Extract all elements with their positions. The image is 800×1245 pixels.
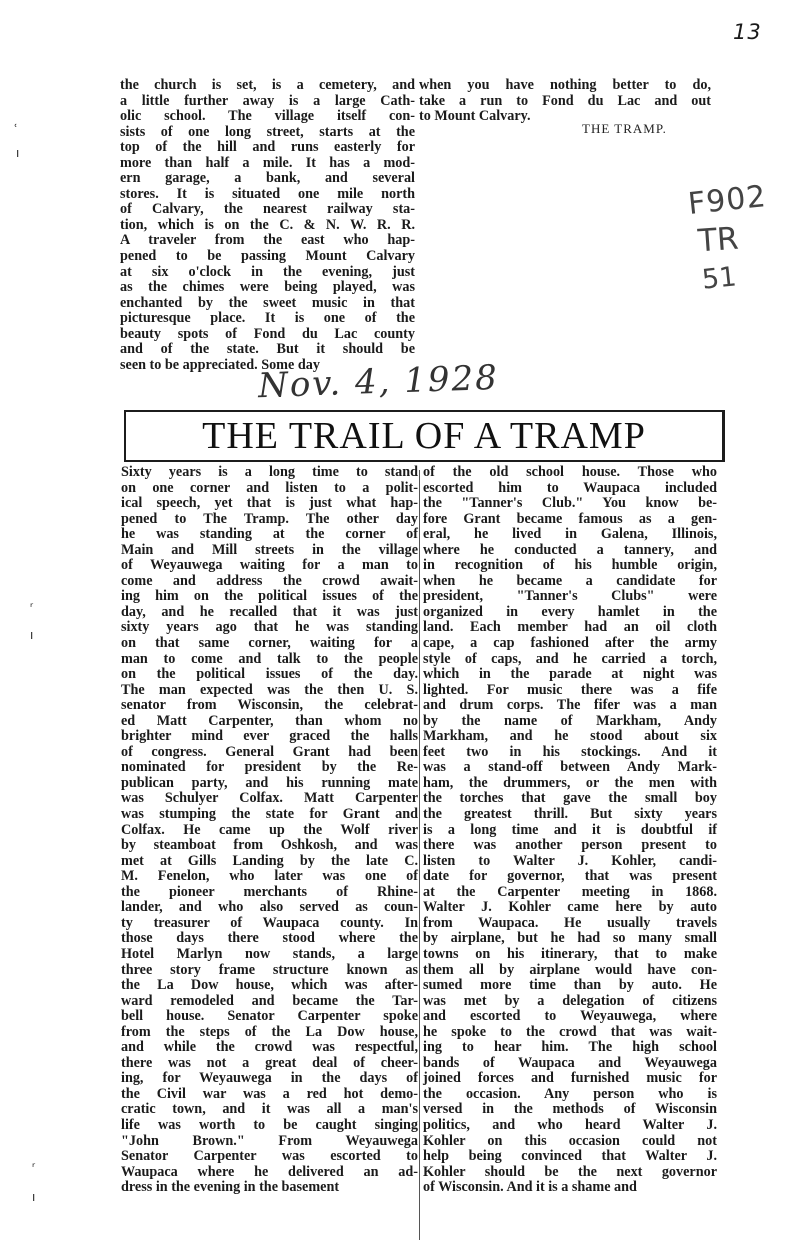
text-line: nominated for president by the Re- (121, 759, 418, 776)
text-line: and escorted to Weyauwega, where (423, 1008, 717, 1025)
text-line: M. Fenelon, who later was one of (121, 868, 418, 885)
text-line: there was another person present to (423, 837, 717, 854)
text-line: ing, for Weyauwega in the days of (121, 1070, 418, 1087)
text-line: in recognition of his humble origin, (423, 557, 717, 574)
text-line: the torches that gave the small boy (423, 790, 717, 807)
binding-mark: ı (32, 1190, 36, 1204)
article-headline: THE TRAIL OF A TRAMP (202, 415, 646, 457)
text-line: tion, which is on the C. & N. W. R. R. (120, 216, 415, 233)
text-line: on that same corner, waiting for a (121, 635, 418, 652)
text-line: on one corner and listen to a polit- (121, 479, 418, 496)
text-line: the La Dow house, which was after- (121, 977, 418, 994)
text-line: of the old school house. Those who (423, 464, 717, 480)
text-line: from the steps of the La Dow house, (121, 1023, 418, 1040)
text-line: three story frame structure known as (121, 961, 418, 978)
text-line: of Calvary, the nearest railway sta- (120, 201, 415, 218)
text-line: senator from Wisconsin, the celebrat- (121, 697, 418, 714)
column-divider (419, 470, 420, 1240)
text-line: was stumping the state for Grant and (121, 806, 418, 823)
text-line: ward remodeled and became the Tar- (121, 992, 418, 1009)
text-line: as the chimes were being played, was (120, 279, 415, 296)
text-line: Waupaca where he delivered an ad- (121, 1163, 418, 1180)
text-line: he was standing at the corner of (121, 526, 418, 543)
text-line: organized in every hamlet in the (423, 603, 717, 620)
text-line: style of caps, and he carried a torch, (423, 650, 717, 667)
text-line: seen to be appreciated. Some day (120, 356, 320, 373)
text-line: where he conducted a tannery, and (423, 541, 717, 558)
text-line: of Wisconsin. And it is a shame and (423, 1179, 637, 1196)
binding-mark: ı (30, 628, 34, 642)
text-line: "John Brown." From Weyauwega (121, 1132, 418, 1149)
handwritten-note-catalog: F902 (686, 178, 769, 223)
text-line: ical speech, yet that is just what hap- (121, 495, 418, 512)
text-line: cape, a cap fashioned after the army (423, 635, 717, 652)
text-line: was met by a delegation of citizens (423, 992, 717, 1009)
text-line: fore Grant became famous as a gen- (423, 510, 717, 527)
text-line: dress in the evening in the basement (121, 1179, 340, 1196)
text-line: a little further away is a large Cath- (120, 92, 415, 109)
text-line: stores. It is situated one mile north (120, 185, 415, 202)
handwritten-note-series: TR (696, 220, 740, 260)
text-line: to Mount Calvary. (419, 108, 531, 125)
text-line: date for governor, that was present (423, 868, 717, 885)
text-line: joined forces and furnished music for (423, 1070, 717, 1087)
text-line: take a run to Fond du Lac and out (419, 92, 711, 109)
handwritten-note-number: 51 (700, 261, 738, 296)
text-line: on the political issues of the day. (121, 666, 418, 683)
text-line: sumed more time than by auto. He (423, 977, 717, 994)
text-line: the church is set, is a cemetery, and (120, 77, 415, 93)
text-line: politics, and who heard Walter J. (423, 1116, 717, 1133)
page-number: 13 (733, 20, 762, 44)
binding-mark: ʳ (30, 600, 34, 614)
text-line: escorted him to Waupaca included (423, 479, 717, 496)
text-line: Hotel Marlyn now stands, a large (121, 945, 418, 962)
article-column-1 (121, 465, 418, 1196)
text-line: there was not a great deal of cheer- (121, 1054, 418, 1071)
text-line: Kohler should be the next governor (423, 1163, 717, 1180)
text-line: ty treasurer of Waupaca county. In (121, 914, 418, 931)
article-column-2 (423, 465, 717, 1196)
text-line: help being convinced that Walter J. (423, 1148, 717, 1165)
text-line: beauty spots of Fond du Lac county (120, 325, 415, 342)
text-line: is a long time and it is doubtful if (423, 821, 717, 838)
text-line: them all by airplane would have con- (423, 961, 717, 978)
text-line: lighted. For music there was a fife (423, 681, 717, 698)
text-line: met at Gills Landing by the late C. (121, 852, 418, 869)
text-line: and drum corps. The fifer was a man (423, 697, 717, 714)
text-line: versed in the methods of Wisconsin (423, 1101, 717, 1118)
text-line: which in the parade at night was (423, 666, 717, 683)
text-line: olic school. The village itself con- (120, 108, 415, 125)
text-line: day, and he recalled that it was just (121, 603, 418, 620)
text-line: from Waupaca. He usually travels (423, 914, 717, 931)
previous-article-column-1 (120, 78, 415, 373)
text-line: ed Matt Carpenter, than whom no (121, 712, 418, 729)
text-line: when you have nothing better to do, (419, 77, 711, 93)
text-line: of Weyauwega waiting for a man to (121, 557, 418, 574)
text-line: the "Tanner's Club." You know be- (423, 495, 717, 512)
previous-article-column-2 (419, 78, 711, 125)
binding-mark: ı (16, 146, 20, 160)
text-line: bands of Waupaca and Weyauwega (423, 1054, 717, 1071)
text-line: the Civil war was a red hot demo- (121, 1085, 418, 1102)
text-line: towns on his itinerary, that to make (423, 945, 717, 962)
text-line: pened to be passing Mount Calvary (120, 248, 415, 265)
handwritten-date: Nov. 4, 1928 (257, 357, 500, 407)
text-line: by steamboat from Oshkosh, and was (121, 837, 418, 854)
text-line: picturesque place. It is one of the (120, 310, 415, 327)
text-line: ing to hear him. The high school (423, 1039, 717, 1056)
text-line: Senator Carpenter was escorted to (121, 1148, 418, 1165)
text-line: of congress. General Grant had been (121, 743, 418, 760)
text-line: bell house. Senator Carpenter spoke (121, 1008, 418, 1025)
text-line: at six o'clock in the evening, just (120, 263, 415, 280)
text-line: land. Each member had an oil cloth (423, 619, 717, 636)
text-line: brighter mind ever graced the halls (121, 728, 418, 745)
text-line: the occasion. Any person who is (423, 1085, 717, 1102)
text-line: feet two in his stockings. And it (423, 743, 717, 760)
text-line: man to come and talk to the people (121, 650, 418, 667)
text-line: more than half a mile. It has a mod- (120, 154, 415, 171)
text-line: ing him on the political issues of the (121, 588, 418, 605)
text-line: publican party, and his running mate (121, 774, 418, 791)
text-line: A traveler from the east who hap- (120, 232, 415, 249)
text-line: sists of one long street, starts at the (120, 123, 415, 140)
text-line: and of the state. But it should be (120, 341, 415, 358)
text-line: those days there stood where the (121, 930, 418, 947)
text-line: Walter J. Kohler came here by auto (423, 899, 717, 916)
headline-box (124, 410, 725, 462)
text-line: at the Carpenter meeting in 1868. (423, 883, 717, 900)
text-line: the greatest thrill. But sixty years (423, 806, 717, 823)
text-line: eral, he lived in Galena, Illinois, (423, 526, 717, 543)
text-line: listen to Walter J. Kohler, candi- (423, 852, 717, 869)
text-line: Markham, and he stood about six (423, 728, 717, 745)
text-line: pened to The Tramp. The other day (121, 510, 418, 527)
text-line: lander, and who also served as coun- (121, 899, 418, 916)
text-line: ern garage, a bank, and several (120, 170, 415, 187)
text-line: Kohler on this occasion could not (423, 1132, 717, 1149)
text-line: Colfax. He came up the Wolf river (121, 821, 418, 838)
text-line: sixty years ago that he was standing (121, 619, 418, 636)
text-line: Sixty years is a long time to stand (121, 464, 418, 480)
text-line: top of the hill and runs easterly for (120, 139, 415, 156)
text-line: was Schulyer Colfax. Matt Carpenter (121, 790, 418, 807)
text-line: cratic town, and it was all a man's (121, 1101, 418, 1118)
binding-mark: ʳ (32, 1160, 36, 1174)
text-line: he spoke to the crowd that was wait- (423, 1023, 717, 1040)
text-line: The man expected was the then U. S. (121, 681, 418, 698)
text-line: Main and Mill streets in the village (121, 541, 418, 558)
text-line: by the name of Markham, Andy (423, 712, 717, 729)
text-line: ham, the drummers, or the men with (423, 774, 717, 791)
text-line: enchanted by the sweet music in that (120, 294, 415, 311)
text-line: and while the crowd was respectful, (121, 1039, 418, 1056)
text-line: the pioneer merchants of Rhine- (121, 883, 418, 900)
text-line: was a stand-off between Andy Mark- (423, 759, 717, 776)
text-line: by airplane, but he had so many small (423, 930, 717, 947)
previous-article-signature: THE TRAMP. (582, 121, 667, 136)
text-line: life was worth to be caught singing (121, 1116, 418, 1133)
text-line: come and address the crowd await- (121, 572, 418, 589)
text-line: president, "Tanner's Clubs" were (423, 588, 717, 605)
text-line: when he became a candidate for (423, 572, 717, 589)
binding-mark: ʿ (14, 122, 18, 136)
